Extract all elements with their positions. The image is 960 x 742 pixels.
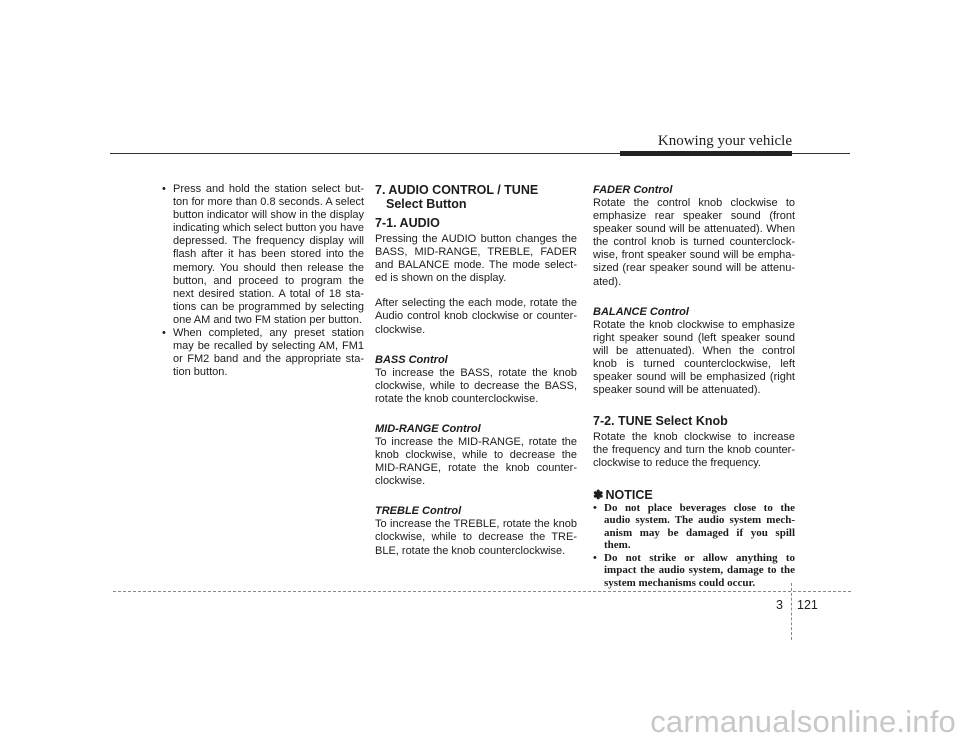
paragraph: To increase the TREBLE, rotate the knob clockwise, while to decrease the TRE-BLE, rotate the knob counterclockwise. <box>375 518 577 557</box>
column-3 <box>593 184 795 590</box>
tune-heading: 7-2. TUNE Select Knob <box>593 414 728 429</box>
column-2 <box>375 183 577 558</box>
list-item <box>162 183 364 327</box>
list-item <box>593 552 795 590</box>
paragraph: Rotate the control knob clockwise to emphasize rear speaker sound (front speaker sound will be attenuated). When the control knob is turned counterclock-wise, front speaker sound will be empha-sized (rear speaker sound will be attenu-ated). <box>593 197 795 288</box>
chapter-number: 3 <box>776 598 783 612</box>
list-item-text: Do not strike or allow anything to impact the audio system, damage to the system mechanisms could occur. <box>604 551 795 590</box>
header-accent-bar <box>620 151 792 156</box>
preset-bullet-list <box>162 183 364 379</box>
watermark: carmanualsonline.info <box>650 704 956 739</box>
paragraph: Pressing the AUDIO button changes the BASS, MID-RANGE, TREBLE, FADER and BALANCE mode. The mode select-ed is shown on the display. <box>375 233 577 285</box>
paragraph: To increase the MID-RANGE, rotate the knob clockwise, while to decrease the MID-RANGE, rotate the knob counter-clockwise. <box>375 435 577 488</box>
list-item-text: Do not place beverages close to the audio system. The audio system mech-anism may be damaged if you spill them. <box>604 501 795 552</box>
paragraph: Rotate the knob clockwise to emphasize right speaker sound (left speaker sound will be attenuated). When the control knob is turned counterclockwise, left speaker sound will be emphasized (right speaker sound will be attenuated). <box>593 318 795 397</box>
subsection-heading: 7-1. AUDIO <box>375 216 440 230</box>
treble-control-title: TREBLE Control <box>375 505 462 518</box>
page-number: 121 <box>797 598 818 612</box>
list-item <box>162 327 364 379</box>
notice-title <box>593 488 795 502</box>
list-item <box>593 502 795 552</box>
paragraph: To increase the BASS, rotate the knob clockwise, while to decrease the BASS, rotate the knob counterclockwise. <box>375 366 577 405</box>
list-item-text: When completed, any preset station may be recalled by selecting AM, FM1 or FM2 band and the appropriate sta-tion button. <box>173 327 364 379</box>
paragraph: After selecting the each mode, rotate the Audio control knob clockwise or counter-clockwise. <box>375 297 577 336</box>
paragraph: Rotate the knob clockwise to increase the frequency and turn the knob counter-clockwise to reduce the frequency. <box>593 431 795 470</box>
section-heading: 7. AUDIO CONTROL / TUNE Select Button <box>375 183 539 211</box>
notice-title-text: NOTICE <box>605 487 653 502</box>
footer-rule <box>113 591 851 592</box>
section-title: Knowing your vehicle <box>657 133 792 149</box>
footer-divider <box>791 583 792 640</box>
bass-control-title: BASS Control <box>375 353 448 366</box>
bullet-dot: • <box>593 501 597 514</box>
bullet-dot: • <box>593 551 597 564</box>
notice-star-icon: ✽ <box>593 487 604 502</box>
list-item-text: Press and hold the station select but-ton for more than 0.8 seconds. A select button indicator will show in the display indicating which select button you have depressed. The frequency display will flash after it has been stored into the memory. You should then release the button, and proceed to program the next desired station. A total of 18 sta-tions can be programmed by selecting one AM and two FM station per button. <box>173 183 364 326</box>
mid-range-control-title: MID-RANGE Control <box>375 422 481 435</box>
column-1 <box>162 183 364 379</box>
bullet-dot: • <box>162 183 166 195</box>
notice-list <box>593 502 795 590</box>
fader-control-title: FADER Control <box>593 184 673 196</box>
bullet-dot: • <box>162 327 166 340</box>
balance-control-title: BALANCE Control <box>593 305 689 318</box>
